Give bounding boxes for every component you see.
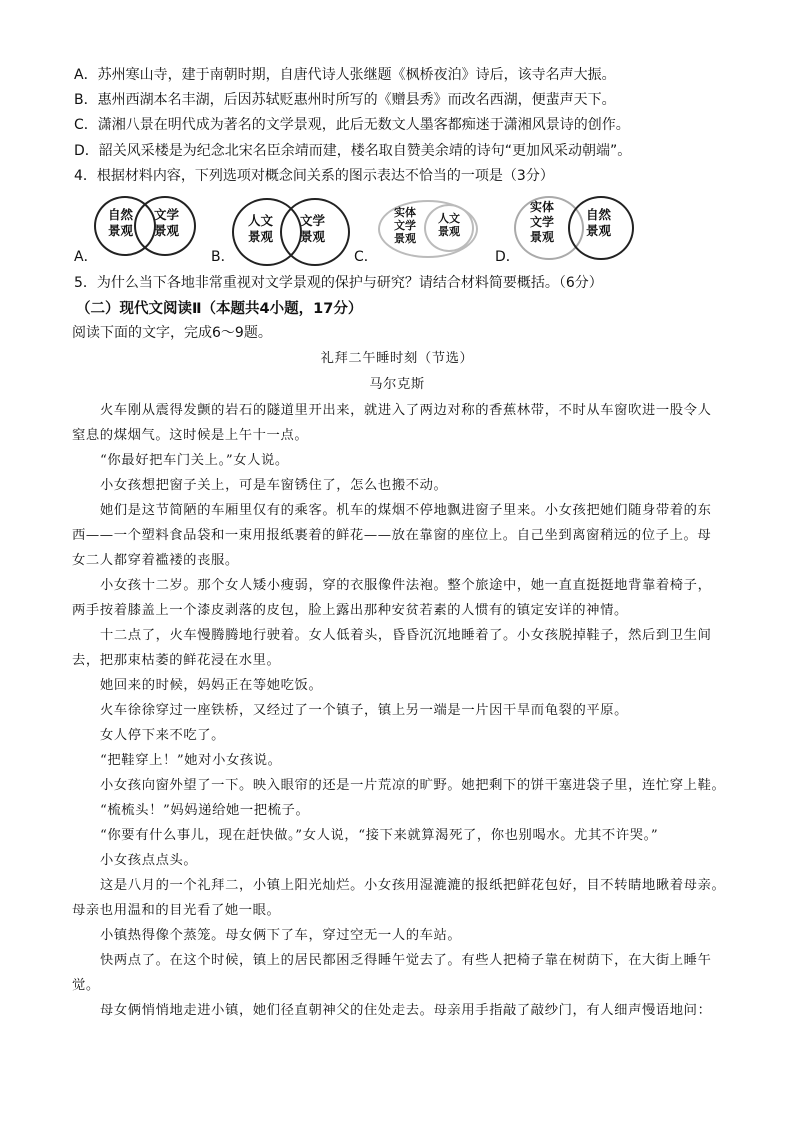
section-title: （二）现代文阅读Ⅱ（本题共4小题，17分） [76,301,363,317]
question-5: 5．为什么当下各地非常重视对文学景观的保护与研究？请结合材料简要概括。（6分） [74,275,603,291]
story-line: 女二人都穿着褴褛的丧服。 [72,553,239,568]
label-literary-landscape: 文学 景观 [300,213,326,244]
story-line: 女人停下来不吃了。 [100,728,226,743]
diagram-d-letter: D． [495,249,520,265]
story-line: 窒息的煤烟气。这时候是上午十一点。 [72,428,309,443]
story-line: 小镇热得像个蒸笼。母女俩下了车，穿过空无一人的车站。 [100,928,462,943]
story-line: 小女孩向窗外望了一下。映入眼帘的还是一片荒凉的旷野。她把剩下的饼干塞进袋子里，连忙穿上鞋。 [100,778,726,793]
story-line: 火车徐徐穿过一座铁桥，又经过了一个镇子，镇上另一端是一片因干旱而龟裂的平原。 [100,703,629,718]
label-entity-literary-landscape: 实体 文学 景观 [530,200,555,244]
question-4-stem: 4．根据材料内容，下列选项对概念间关系的图示表达不恰当的一项是（3分） [74,168,554,184]
label-natural-landscape: 自然 景观 [586,207,612,238]
diagram-a-letter: A． [74,249,98,265]
story-line: 两手按着膝盖上一个漆皮剥落的皮包，脸上露出那种安贫若素的人惯有的镇定安详的神情。 [72,603,628,618]
story-line: “你最好把车门关上。”女人说。 [100,453,289,468]
story-line: 十二点了，火车慢腾腾地行驶着。女人低着头，昏昏沉沉地睡着了。小女孩脱掉鞋子，然后到卫生间 [100,628,712,643]
story-title: 礼拜二午睡时刻（节选） [320,351,474,366]
label-literary-landscape: 文学 景观 [154,207,180,238]
story-line: 这是八月的一个礼拜二，小镇上阳光灿烂。小女孩用湿漉漉的报纸把鲜花包好，目不转睛地瞅着母亲。 [100,878,726,893]
instruction: 阅读下面的文字，完成6～9题。 [72,325,272,341]
venn-diagram-c [378,200,488,258]
story-line: 小女孩点点头。 [100,853,198,868]
story-line: “梳梳头！”妈妈递给她一把梳子。 [100,803,310,818]
story-line: 去，把那束枯萎的鲜花浸在水里。 [72,653,281,668]
story-line: 火车刚从震得发颤的岩石的隧道里开出来，就进入了两边对称的香蕉林带，不时从车窗吹进一股令人 [100,403,712,418]
story-line: “你要有什么事儿，现在赶快做。”女人说，“接下来就算渴死了，你也别喝水。尤其不许哭。” [100,828,659,843]
label-cultural-landscape: 人文 景观 [438,212,460,238]
label-cultural-landscape: 人文 景观 [248,213,274,244]
option-b: B．惠州西湖本名丰湖，后因苏轼贬惠州时所写的《赠县秀》而改名西湖，便蜚声天下。 [74,92,616,108]
option-a: A．苏州寒山寺，建于南朝时期，自唐代诗人张继题《枫桥夜泊》诗后，该寺名声大振。 [74,67,616,83]
story-author: 马尔克斯 [369,377,425,392]
story-line: 母女俩悄悄地走进小镇，她们径直朝神父的住处走去。母亲用手指敲了敲纱门，有人细声慢语地问： [100,1003,712,1018]
venn-diagram-a [94,192,204,256]
diagram-c-letter: C． [354,249,378,265]
story-line: 西——一个塑料食品袋和一束用报纸裹着的鲜花——放在靠窗的座位上。自己坐到离窗稍远的位子上。母 [72,528,712,543]
story-line: 觉。 [72,978,100,993]
option-d: D．韶关风采楼是为纪念北宋名臣余靖而建，楼名取自赞美余靖的诗句“更加风采动朝端”。 [74,143,632,159]
story-line: “把鞋穿上！”她对小女孩说。 [100,753,282,768]
option-c: C．潇湘八景在明代成为著名的文学景观，此后无数文人墨客都痴迷于潇湘风景诗的创作。 [74,117,630,133]
diagram-b-letter: B． [211,249,235,265]
story-line: 小女孩想把窗子关上，可是车窗锈住了，怎么也搬不动。 [100,478,448,493]
story-line: 她回来的时候，妈妈正在等她吃饭。 [100,678,323,693]
story-line: 快两点了。在这个时候，镇上的居民都困乏得睡午觉去了。有些人把椅子靠在树荫下，在大街上睡午 [100,953,712,968]
venn-diagram-b [232,198,362,266]
story-line: 母亲也用温和的目光看了她一眼。 [72,903,281,918]
venn-diagram-d [514,192,636,262]
story-line: 小女孩十二岁。那个女人矮小瘦弱，穿的衣服像件法袍。整个旅途中，她一直直挺挺地背靠着椅子， [100,578,712,593]
label-natural-landscape: 自然 景观 [108,207,134,238]
story-line: 她们是这节简陋的车厢里仅有的乘客。机车的煤烟不停地飘进窗子里来。小女孩把她们随身带着的东 [100,503,712,518]
label-entity-literary-landscape: 实体 文学 景观 [394,206,416,245]
